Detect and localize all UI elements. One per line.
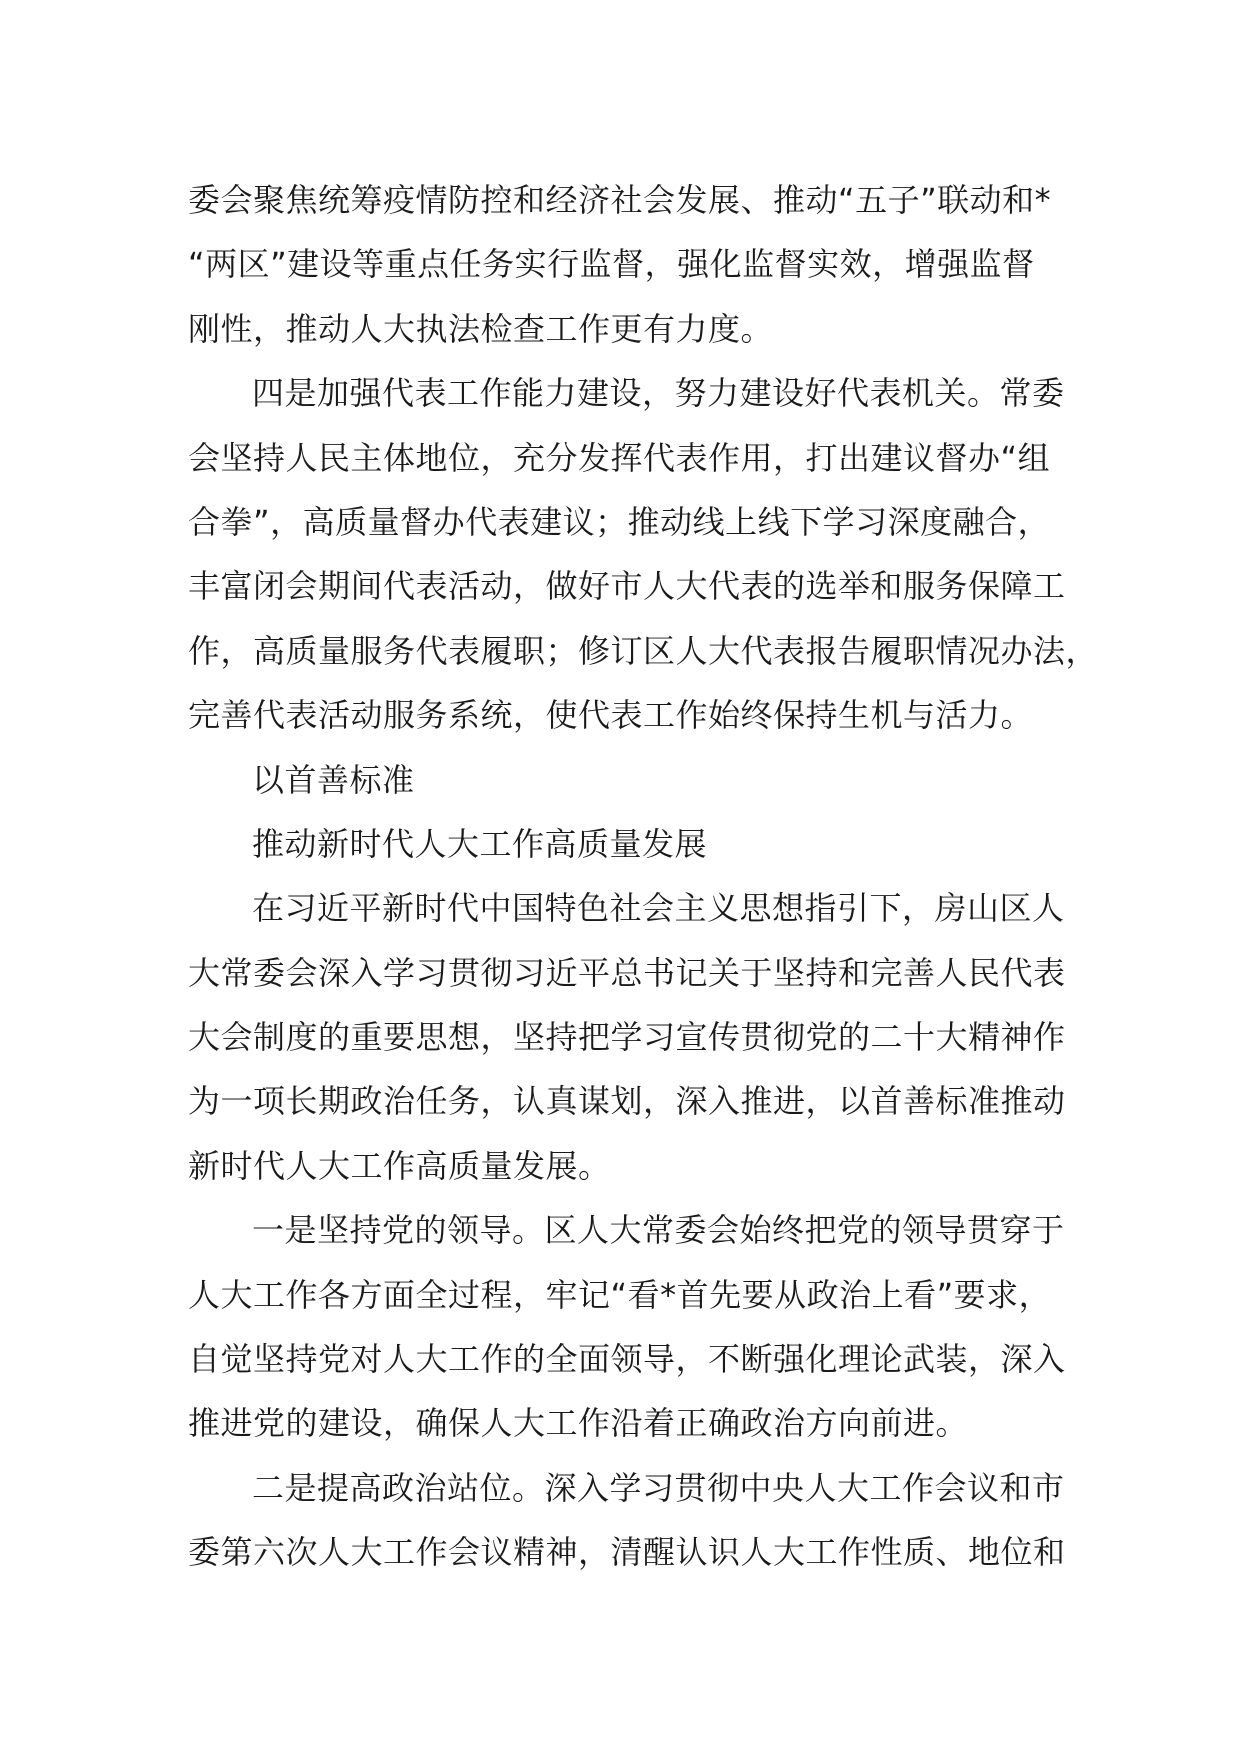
text-line-5: 会坚持人民主体地位，充分发挥代表作用，打出建议督办“组 bbox=[188, 438, 1051, 477]
text-line-2: “两区”建设等重点任务实行监督，强化监督实效，增强监督 bbox=[188, 245, 1035, 284]
text-line-4: 四是加强代表工作能力建设，努力建设好代表机关。常委 bbox=[252, 374, 1065, 413]
text-line-22: 委第六次人大工作会议精神，清醒认识人大工作性质、地位和 bbox=[188, 1533, 1066, 1572]
text-line-1: 委会聚焦统筹疫情防控和经济社会发展、推动“五子”联动和* bbox=[188, 181, 1052, 219]
text-line-16: 新时代人大工作高质量发展。 bbox=[188, 1146, 611, 1185]
text-line-19: 自觉坚持党对人大工作的全面领导，不断强化理论武装，深入 bbox=[188, 1340, 1066, 1379]
text-line-18: 人大工作各方面全过程，牢记“看*首先要从政治上看”要求， bbox=[188, 1275, 1052, 1314]
text-line-15: 为一项长期政治任务，认真谋划，深入推进，以首善标准推动 bbox=[188, 1082, 1066, 1121]
text-line-14: 大会制度的重要思想，坚持把学习宣传贯彻党的二十大精神作 bbox=[188, 1018, 1066, 1057]
section-heading-line-2: 推动新时代人大工作高质量发展 bbox=[252, 824, 708, 863]
text-line-20: 推进党的建设，确保人大工作沿着正确政治方向前进。 bbox=[188, 1404, 969, 1443]
text-line-12: 在习近平新时代中国特色社会主义思想指引下，房山区人 bbox=[252, 889, 1065, 928]
document-body bbox=[188, 168, 1099, 1585]
text-line-8: 作，高质量服务代表履职；修订区人大代表报告履职情况办法， bbox=[188, 631, 1099, 670]
text-line-17: 一是坚持党的领导。区人大常委会始终把党的领导贯穿于 bbox=[252, 1211, 1065, 1250]
text-line-7: 丰富闭会期间代表活动，做好市人大代表的选举和服务保障工 bbox=[188, 567, 1066, 606]
text-line-9: 完善代表活动服务系统，使代表工作始终保持生机与活力。 bbox=[188, 696, 1034, 735]
text-line-21: 二是提高政治站位。深入学习贯彻中央人大工作会议和市 bbox=[252, 1468, 1065, 1507]
text-line-13: 大常委会深入学习贯彻习近平总书记关于坚持和完善人民代表 bbox=[188, 953, 1066, 992]
text-line-6: 合拳”，高质量督办代表建议；推动线上线下学习深度融合， bbox=[188, 502, 1051, 541]
text-line-3: 刚性，推动人大执法检查工作更有力度。 bbox=[188, 309, 774, 348]
section-heading-line-1: 以首善标准 bbox=[252, 760, 415, 799]
